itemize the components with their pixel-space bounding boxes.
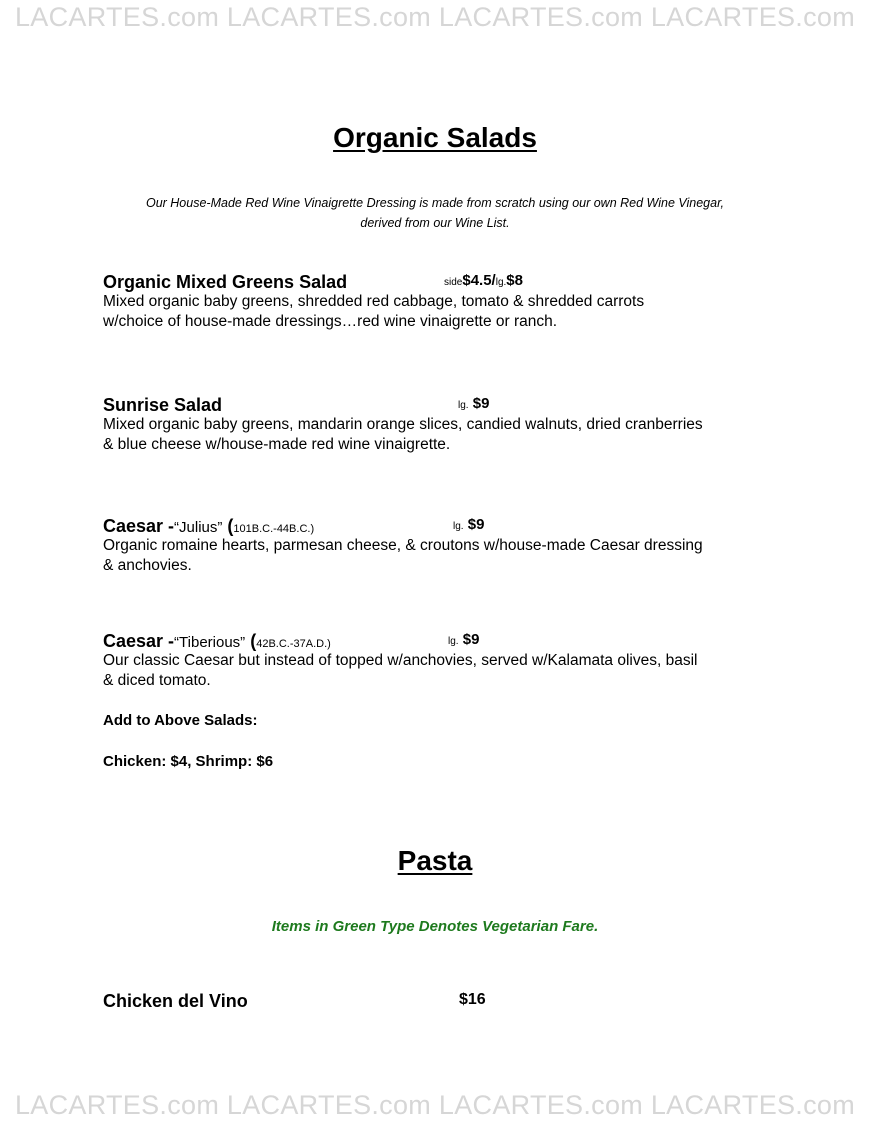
item-desc-line2: w/choice of house-made dressings…red wine vinaigrette or ranch. [103,313,558,330]
item-price [453,516,484,533]
item-name: Organic Mixed Greens Salad [103,272,348,292]
item-desc-line2: & blue cheese w/house-made red wine vinaigrette. [103,436,451,453]
price-lg-label: lg. [453,521,464,532]
salads-intro-line1: Our House-Made Red Wine Vinaigrette Dressing is made from scratch using our own Red Wine Vinegar, [145,196,725,210]
item-desc-line1: Mixed organic baby greens, mandarin orange slices, candied walnuts, dried cranberries [103,416,703,433]
price-lg: $9 [462,631,480,648]
item-description [103,651,783,691]
item-name: Sunrise Salad [103,395,223,415]
vegetarian-note: Items in Green Type Denotes Vegetarian Fare. [271,918,599,935]
item-subtitle: “Tiberious” [174,634,246,651]
item-paren: ( [250,631,257,651]
pasta-title: Pasta [397,845,473,876]
item-paren: ( [227,516,234,536]
item-name [103,516,314,537]
price-lg-label: lg. [458,400,469,411]
item-name-main: Caesar - [103,516,175,536]
salads-title: Organic Salads [333,122,537,153]
item-dates: 42B.C.-37A.D.) [256,638,331,650]
add-to-salads-options: Chicken: $4, Shrimp: $6 [103,753,274,770]
item-name: Chicken del Vino [103,991,248,1011]
item-dates: 101B.C.-44B.C.) [233,523,315,535]
price-side-label: side [444,277,463,288]
item-description [103,415,783,455]
item-price [458,395,489,412]
item-desc-line1: Organic romaine hearts, parmesan cheese, & croutons w/house-made Caesar dressing [103,537,703,554]
salads-intro [100,193,770,233]
item-description [103,292,783,332]
salads-intro-line2: derived from our Wine List. [360,216,510,230]
price-lg: $9 [467,516,485,533]
item-desc-line1: Our classic Caesar but instead of topped w/anchovies, served w/Kalamata olives, basil [103,652,698,669]
watermark-bottom: LACARTES.com LACARTES.com LACARTES.com LACARTES.com [14,1090,856,1120]
price-lg: $8 [506,272,523,289]
add-to-salads-title: Add to Above Salads: [103,712,258,729]
item-price [448,631,479,648]
item-desc-line2: & diced tomato. [103,672,211,689]
price-lg-label: lg. [495,277,507,288]
price-side: $4.5/ [462,272,496,289]
item-name [103,631,331,652]
item-name-main: Caesar - [103,631,175,651]
price-lg: $9 [472,395,490,412]
item-subtitle: “Julius” [174,519,223,536]
watermark-top: LACARTES.com LACARTES.com LACARTES.com LACARTES.com [14,2,856,32]
item-description [103,536,783,576]
item-price: $16 [459,991,486,1008]
item-desc-line2: & anchovies. [103,557,192,574]
item-desc-line1: Mixed organic baby greens, shredded red cabbage, tomato & shredded carrots [103,293,645,310]
item-price [444,272,523,289]
price-lg-label: lg. [448,636,459,647]
